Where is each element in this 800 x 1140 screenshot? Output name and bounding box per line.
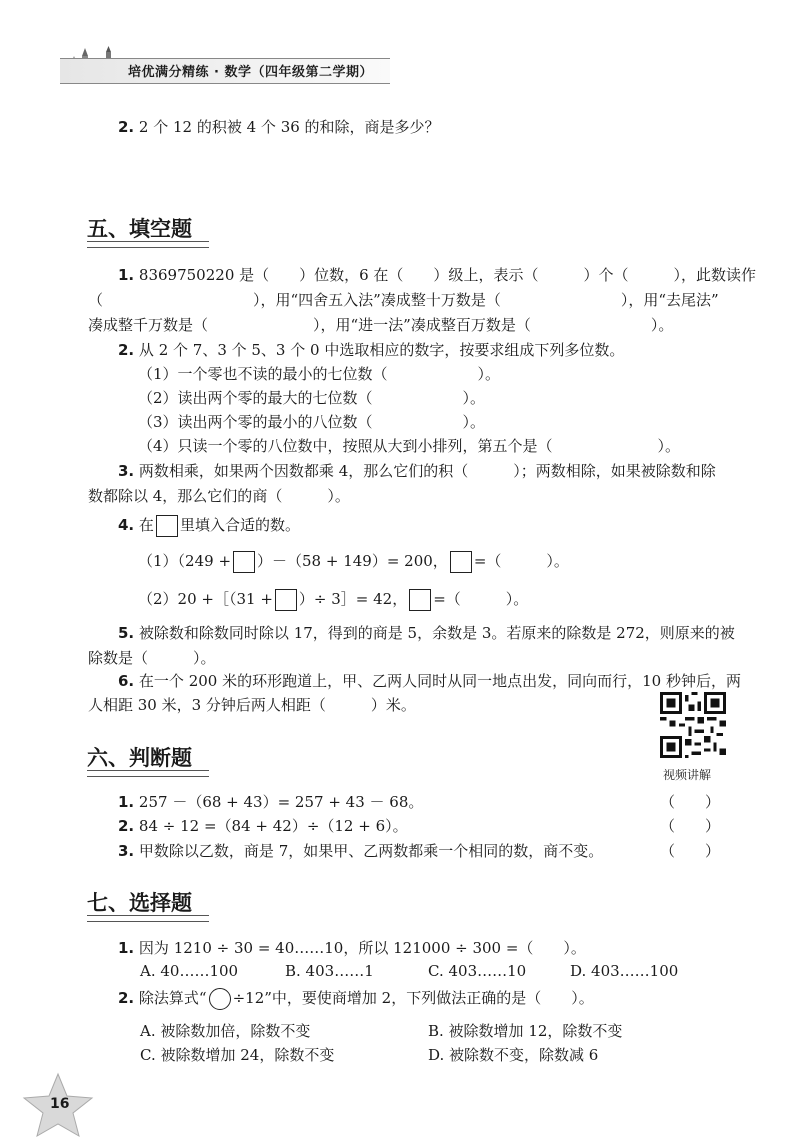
option-b[interactable]: B. 被除数增加 12，除数不变 (428, 1022, 623, 1040)
question-text-post: 里填入合适的数。 (179, 516, 300, 534)
question-line: 数都除以 4，那么它们的商（ ）。 (88, 487, 350, 505)
option-c[interactable]: C. 403……10 (428, 962, 527, 980)
answer-box (233, 551, 255, 573)
equation-part: （1）（249 + (138, 552, 232, 570)
section-rule (87, 915, 209, 922)
question-text-pre: 除法算式“ (138, 989, 207, 1007)
section-title-multiple-choice: 七、选择题 (87, 891, 192, 915)
equation-2 (138, 588, 720, 611)
option-a[interactable]: A. 40……100 (140, 962, 239, 980)
option-a[interactable]: A. 被除数加倍，除数不变 (140, 1022, 311, 1040)
option-c[interactable]: C. 被除数增加 24，除数不变 (140, 1046, 335, 1064)
question-line: 被除数和除数同时除以 17，得到的商是 5，余数是 3。若原来的除数是 272，则原来的被 (138, 624, 735, 642)
question-number: 4. (118, 516, 135, 534)
question-number: 1. (118, 793, 135, 811)
equation-part: =（ ）。 (473, 552, 569, 570)
question-line: 8369750220 是（ ）位数，6 在（ ）级上，表示（ ）个（ ），此数读作 (138, 266, 756, 284)
question-text-post: ÷12”中，要使商增加 2，下列做法正确的是（ ）。 (232, 989, 594, 1007)
judge-answer-paren[interactable]: （ ） (660, 793, 721, 811)
question-number: 5. (118, 624, 135, 642)
question-line: 在一个 200 米的环形跑道上，甲、乙两人同时从同一地点出发，同向而行，10 秒钟后，两 (138, 672, 741, 690)
question-line: 除数是（ ）。 (88, 649, 216, 667)
answer-box (450, 551, 472, 573)
equation-part: ）÷ 3］= 42， (298, 590, 408, 608)
answer-box (409, 589, 431, 611)
option-b[interactable]: B. 403……1 (285, 962, 374, 980)
question-number: 3. (118, 842, 135, 860)
choice-question-2 (118, 987, 720, 1010)
answer-box (156, 515, 178, 537)
question-line: （ ），用“四舍五入法”凑成整十万数是（ ），用“去尾法” (88, 291, 719, 309)
option-d[interactable]: D. 403……100 (570, 962, 679, 980)
judge-answer-paren[interactable]: （ ） (660, 817, 721, 835)
question-number: 2. (118, 341, 135, 359)
judge-item-3 (118, 840, 720, 862)
sub-question: （3）读出两个零的最小的八位数（ ）。 (138, 413, 486, 431)
question-text: 2 个 12 的积被 4 个 36 的和除，商是多少？ (138, 118, 440, 136)
sub-question: （4）只读一个零的八位数中，按照从大到小排列，第五个是（ ）。 (138, 437, 681, 455)
section-rule (87, 770, 209, 777)
header-title: 培优满分精练 · 数学（四年级第二学期） (128, 65, 373, 80)
equation-part: ）－（58 + 149）= 200， (257, 552, 448, 570)
judge-answer-paren[interactable]: （ ） (660, 842, 721, 860)
question-text: 84 ÷ 12 =（84 + 42）÷（12 + 6）。 (138, 817, 408, 835)
question-text: 从 2 个 7、3 个 5、3 个 0 中选取相应的数字，按要求组成下列多位数。 (138, 341, 625, 359)
question-text: 257 －（68 + 43）= 257 + 43 － 68。 (138, 793, 424, 811)
answer-box (275, 589, 297, 611)
equation-1 (138, 550, 720, 573)
question-number: 3. (118, 462, 135, 480)
question-number: 2. (118, 118, 135, 136)
judge-item-1 (118, 791, 720, 813)
sub-question: （2）读出两个零的最大的七位数（ ）。 (138, 389, 486, 407)
question-number: 1. (118, 939, 135, 957)
question-line: 人相距 30 米，3 分钟后两人相距（ ）米。 (88, 696, 416, 714)
section-title-fill-blank: 五、填空题 (87, 217, 192, 241)
page-number: 16 (50, 1096, 70, 1112)
question-text-pre: 在 (138, 516, 154, 534)
question-number: 6. (118, 672, 135, 690)
qr-label: 视频讲解 (663, 768, 712, 782)
qr-code-icon[interactable] (660, 692, 726, 758)
judge-item-2 (118, 815, 720, 837)
equation-part: =（ ）。 (433, 590, 529, 608)
equation-part: （2）20 +［（31 + (138, 590, 273, 608)
section-rule (87, 241, 209, 248)
question-line: 凑成整千万数是（ ），用“进一法”凑成整百万数是（ ）。 (88, 316, 674, 334)
question-number: 2. (118, 817, 135, 835)
option-d[interactable]: D. 被除数不变，除数减 6 (428, 1046, 599, 1064)
answer-circle (209, 988, 231, 1010)
choice-question-1 (118, 937, 720, 959)
question-text: 因为 1210 ÷ 30 = 40……10，所以 121000 ÷ 300 =（ ）。 (138, 939, 586, 957)
question-text: 甲数除以乙数，商是 7，如果甲、乙两数都乘一个相同的数，商不变。 (138, 842, 604, 860)
question-line: 两数相乘，如果两个因数都乘 4，那么它们的积（ ）；两数相除，如果被除数和除 (138, 462, 716, 480)
question-prev-2 (118, 116, 720, 138)
section-title-true-false: 六、判断题 (87, 746, 192, 770)
question-number: 1. (118, 266, 135, 284)
sub-question: （1）一个零也不读的最小的七位数（ ）。 (138, 365, 501, 383)
question-number: 2. (118, 989, 135, 1007)
